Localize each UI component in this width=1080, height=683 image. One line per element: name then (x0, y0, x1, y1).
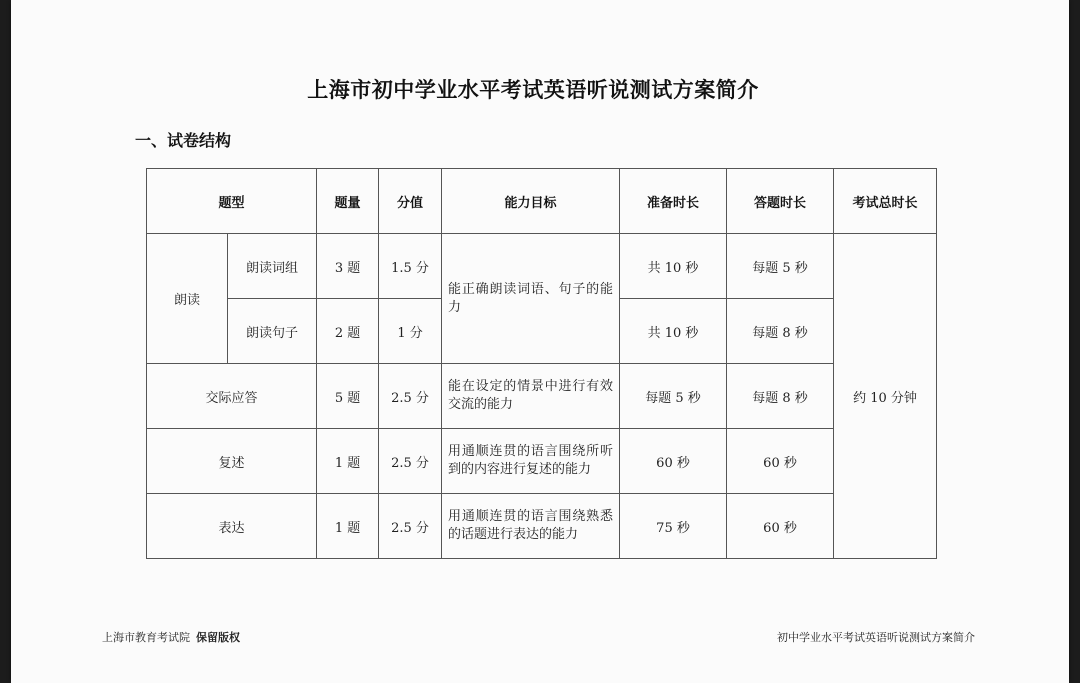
cell-count: 3 题 (317, 234, 379, 299)
cell-type: 交际应答 (147, 364, 317, 429)
cell-score: 2.5 分 (379, 364, 442, 429)
footer-doc-name: 初中学业水平考试英语听说测试方案简介 (777, 631, 975, 644)
table-row (147, 364, 937, 429)
cell-prep-time: 75 秒 (620, 494, 727, 559)
cell-goal: 能正确朗读词语、句子的能力 (442, 234, 620, 364)
cell-type: 朗读句子 (228, 299, 317, 364)
cell-goal: 用通顺连贯的语言围绕熟悉的话题进行表达的能力 (442, 494, 620, 559)
table-header-row (147, 169, 937, 234)
cell-group: 朗读 (147, 234, 228, 364)
cell-prep-time: 共 10 秒 (620, 299, 727, 364)
header-type: 题型 (147, 169, 317, 234)
cell-score: 2.5 分 (379, 494, 442, 559)
header-answer-time: 答题时长 (727, 169, 834, 234)
header-count: 题量 (317, 169, 379, 234)
cell-answer-time: 每题 5 秒 (727, 234, 834, 299)
cell-score: 1 分 (379, 299, 442, 364)
table-row (147, 494, 937, 559)
header-prep-time: 准备时长 (620, 169, 727, 234)
exam-structure-table (146, 168, 937, 559)
footer-publisher-name: 上海市教育考试院 (102, 631, 190, 644)
cell-count: 1 题 (317, 429, 379, 494)
cell-count: 5 题 (317, 364, 379, 429)
document-page (11, 0, 1069, 683)
cell-type: 复述 (147, 429, 317, 494)
cell-goal: 能在设定的情景中进行有效交流的能力 (442, 364, 620, 429)
header-total-time: 考试总时长 (834, 169, 937, 234)
cell-answer-time: 60 秒 (727, 429, 834, 494)
cell-prep-time: 60 秒 (620, 429, 727, 494)
cell-goal: 用通顺连贯的语言围绕所听到的内容进行复述的能力 (442, 429, 620, 494)
table-row (147, 429, 937, 494)
cell-answer-time: 每题 8 秒 (727, 299, 834, 364)
cell-total-time: 约 10 分钟 (834, 234, 937, 559)
cell-score: 2.5 分 (379, 429, 442, 494)
section-heading: 一、试卷结构 (135, 131, 232, 150)
cell-answer-time: 每题 8 秒 (727, 364, 834, 429)
cell-type: 表达 (147, 494, 317, 559)
cell-prep-time: 共 10 秒 (620, 234, 727, 299)
header-score: 分值 (379, 169, 442, 234)
cell-score: 1.5 分 (379, 234, 442, 299)
cell-count: 1 题 (317, 494, 379, 559)
document-title: 上海市初中学业水平考试英语听说测试方案简介 (307, 77, 759, 102)
table-row (147, 234, 937, 299)
cell-answer-time: 60 秒 (727, 494, 834, 559)
cell-count: 2 题 (317, 299, 379, 364)
footer-rights: 保留版权 (196, 631, 240, 644)
header-goal: 能力目标 (442, 169, 620, 234)
cell-type: 朗读词组 (228, 234, 317, 299)
cell-prep-time: 每题 5 秒 (620, 364, 727, 429)
footer-publisher (102, 629, 240, 645)
